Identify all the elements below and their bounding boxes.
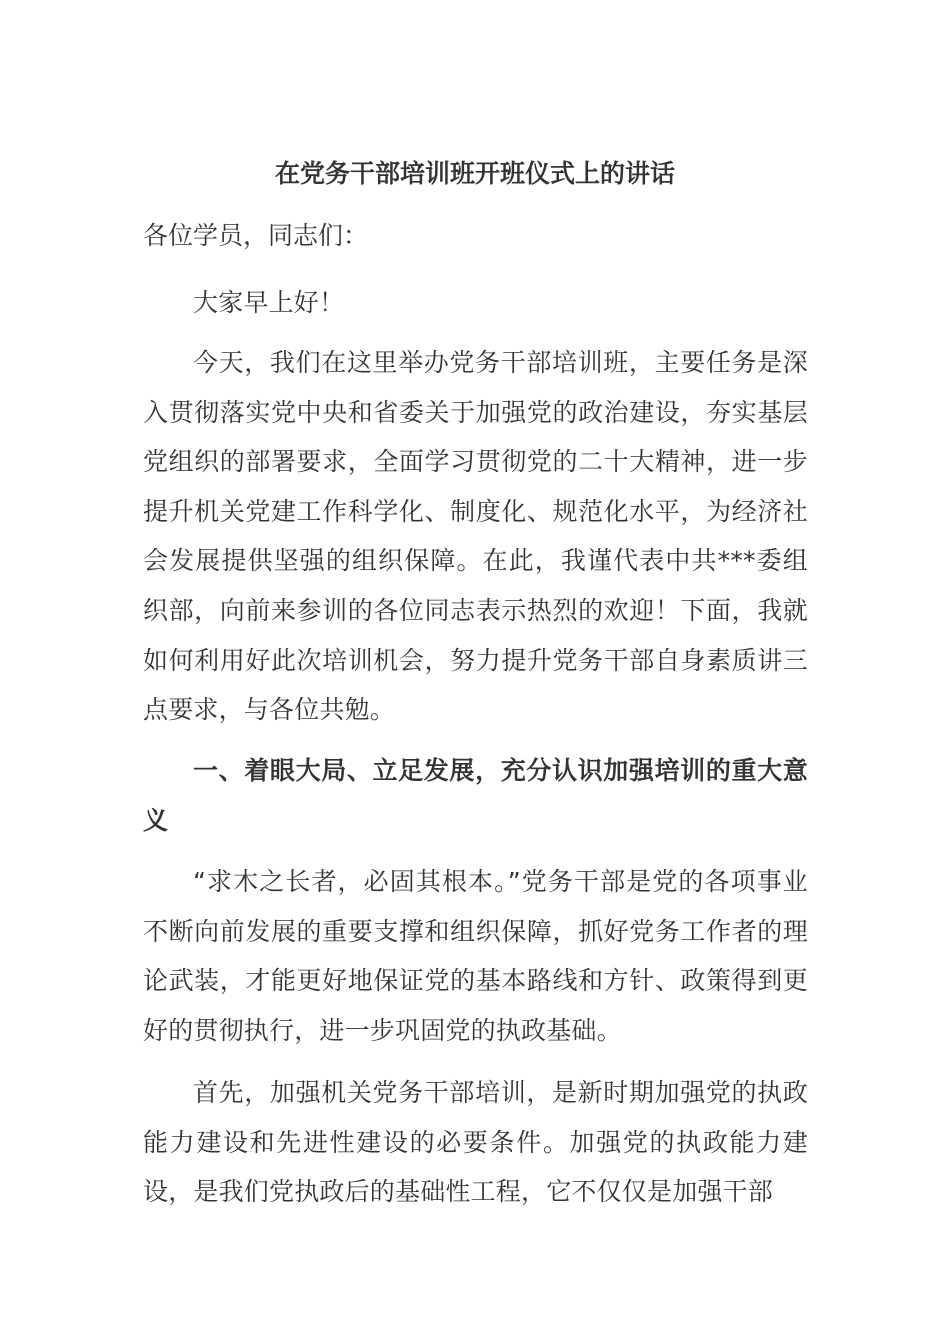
paragraph-greeting: 大家早上好！ bbox=[193, 288, 345, 317]
salutation: 各位学员，同志们： bbox=[143, 221, 369, 250]
paragraph-first-point: 首先，加强机关党务干部培训，是新时期加强党的执政能力建设和先进性建设的必要条件。加强党的执政能力建设，是我们党执政后的基础性工程，它不仅仅是加强干部 bbox=[143, 1078, 808, 1207]
document-title: 在党务干部培训班开班仪式上的讲话 bbox=[274, 159, 675, 188]
section-heading-1: 一、着眼大局、立足发展，充分认识加强培训的重大意义 bbox=[143, 756, 808, 835]
paragraph-intro: 今天，我们在这里举办党务干部培训班，主要任务是深入贯彻落实党中央和省委关于加强党的政治建设，夯实基层党组织的部署要求，全面学习贯彻党的二十大精神，进一步提升机关党建工作科学化、制度化、规范化水平，为经济社会发展提供坚强的组织保障。在此，我谨代表中共***委组织部，向前来参训的各位同志表示热烈的欢迎！下面，我就如何利用好此次培训机会，努力提升党务干部自身素质讲三点要求，与各位共勉。 bbox=[143, 348, 808, 725]
paragraph-section-1: “求木之长者，必固其根本。”党务干部是党的各项事业不断向前发展的重要支撑和组织保障，抓好党务工作者的理论武装，才能更好地保证党的基本路线和方针、政策得到更好的贯彻执行，进一步巩固党的执政基础。 bbox=[143, 867, 808, 1045]
